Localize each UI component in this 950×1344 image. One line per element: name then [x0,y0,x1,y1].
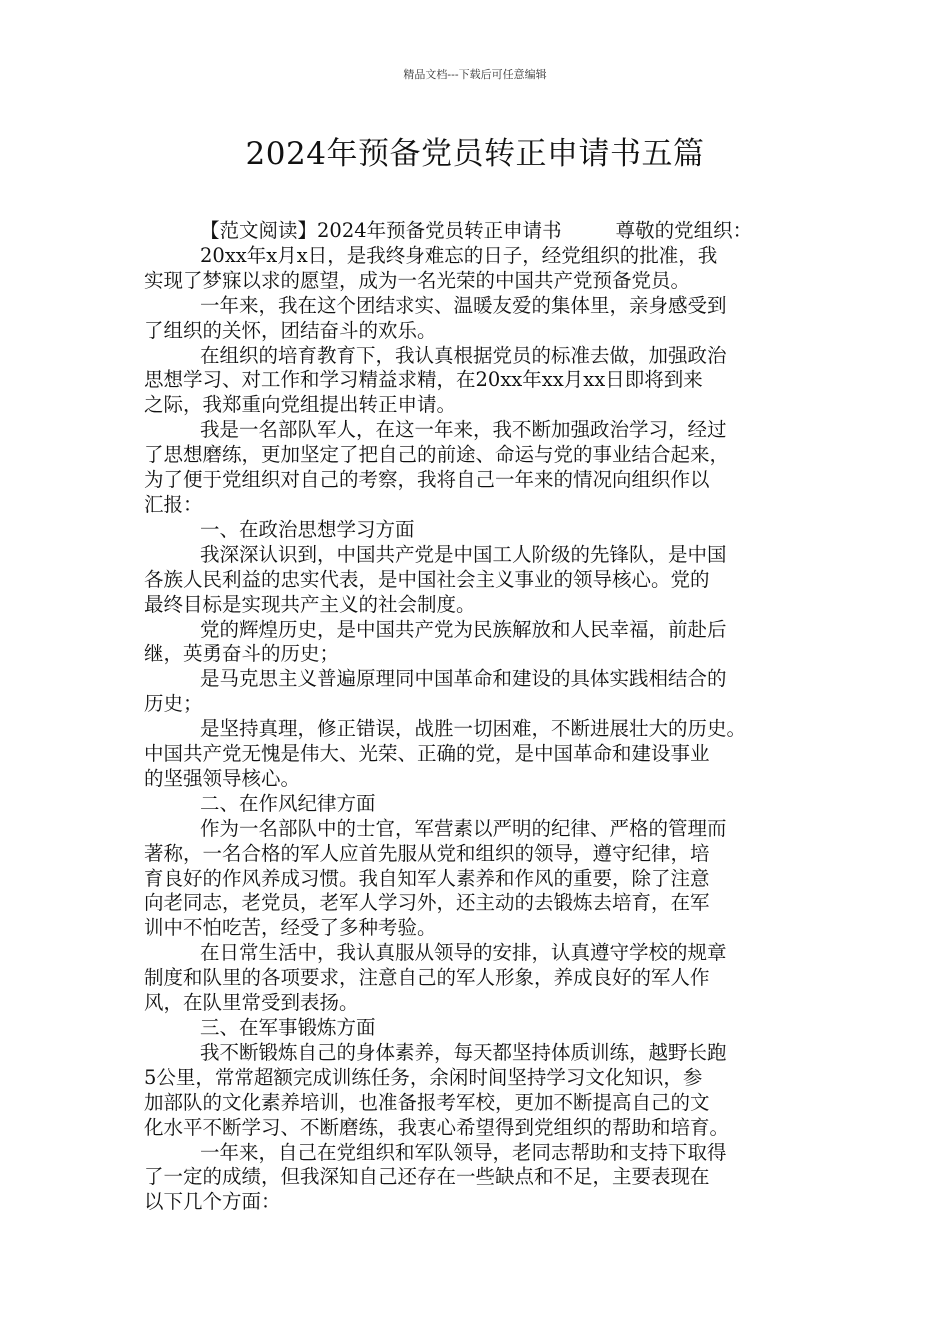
body-line: 三、在军事锻炼方面 [200,1016,376,1039]
intro-prefix: 【范文阅读】2024年预备党员转正申请书 [200,219,562,242]
intro-salutation: 尊敬的党组织： [615,219,753,242]
body-line: 一、在政治思想学习方面 [200,517,415,541]
body-line: 汇报： [144,492,203,516]
body-line: 是坚持真理，修正错误，战胜一切困难，不断进展壮大的历史。 [200,717,747,741]
body-line: 一年来，自己在党组织和军队领导，老同志帮助和支持下取得 [200,1140,727,1164]
intro-line [144,219,824,244]
body-line: 育良好的作风养成习惯。我自知军人素养和作风的重要，除了注意 [144,866,710,890]
body-line: 了组织的关怀，团结奋斗的欢乐。 [144,318,437,342]
body-line: 历史； [144,692,203,716]
body-line: 各族人民利益的忠实代表，是中国社会主义事业的领导核心。党的 [144,567,710,591]
document-title: 2024年预备党员转正申请书五篇 [245,136,705,172]
body-line: 风，在队里常受到表扬。 [144,991,359,1015]
body-line: 化水平不断学习、不断磨练，我衷心希望得到党组织的帮助和培育。 [144,1115,730,1139]
body-line: 在组织的培育教育下，我认真根据党员的标准去做，加强政治 [200,343,727,367]
body-line: 是马克思主义普遍原理同中国革命和建设的具体实践相结合的 [200,667,727,691]
body-line: 我深深认识到，中国共产党是中国工人阶级的先锋队，是中国 [200,542,727,566]
body-line: 思想学习、对工作和学习精益求精，在20xx年xx月xx日即将到来 [144,368,703,392]
body-line: 一年来，我在这个团结求实、温暖友爱的集体里，亲身感受到 [200,293,727,317]
body-line: 作为一名部队中的士官，军营素以严明的纪律、严格的管理而 [200,816,727,840]
body-line: 二、在作风纪律方面 [200,791,376,815]
page-header-note: 精品文档---下载后可任意编辑 [403,68,547,81]
body-line: 20xx年x月x日，是我终身难忘的日子，经党组织的批准，我 [200,243,718,267]
body-line: 继，英勇奋斗的历史； [144,642,340,666]
body-line: 训中不怕吃苦，经受了多种考验。 [144,916,437,940]
body-line: 的坚强领导核心。 [144,766,301,790]
body-line: 了思想磨练，更加坚定了把自己的前途、命运与党的事业结合起来， [144,443,730,467]
body-line: 实现了梦寐以求的愿望，成为一名光荣的中国共产党预备党员。 [144,268,691,292]
body-line: 中国共产党无愧是伟大、光荣、正确的党，是中国革命和建设事业 [144,742,710,766]
body-line: 为了便于党组织对自己的考察，我将自己一年来的情况向组织作以 [144,468,710,492]
body-line: 向老同志，老党员，老军人学习外，还主动的去锻炼去培育，在军 [144,891,710,915]
body-line: 5公里，常常超额完成训练任务，余闲时间坚持学习文化知识，参 [144,1065,703,1089]
body-line: 我是一名部队军人，在这一年来，我不断加强政治学习，经过 [200,418,727,442]
body-line: 党的辉煌历史，是中国共产党为民族解放和人民幸福，前赴后 [200,617,727,641]
body-line: 之际，我郑重向党组提出转正申请。 [144,393,457,417]
document-body [144,219,824,1215]
body-line: 以下几个方面： [144,1190,281,1214]
body-line: 最终目标是实现共产主义的社会制度。 [144,592,476,616]
body-line: 制度和队里的各项要求，注意自己的军人形象，养成良好的军人作 [144,966,710,990]
body-line: 加部队的文化素养培训，也准备报考军校，更加不断提高自己的文 [144,1090,710,1114]
body-line: 我不断锻炼自己的身体素养，每天都坚持体质训练，越野长跑 [200,1040,727,1064]
body-line: 了一定的成绩，但我深知自己还存在一些缺点和不足，主要表现在 [144,1165,710,1189]
body-line: 在日常生活中，我认真服从领导的安排，认真遵守学校的规章 [200,941,727,965]
body-line: 著称，一名合格的军人应首先服从党和组织的领导，遵守纪律，培 [144,841,710,865]
